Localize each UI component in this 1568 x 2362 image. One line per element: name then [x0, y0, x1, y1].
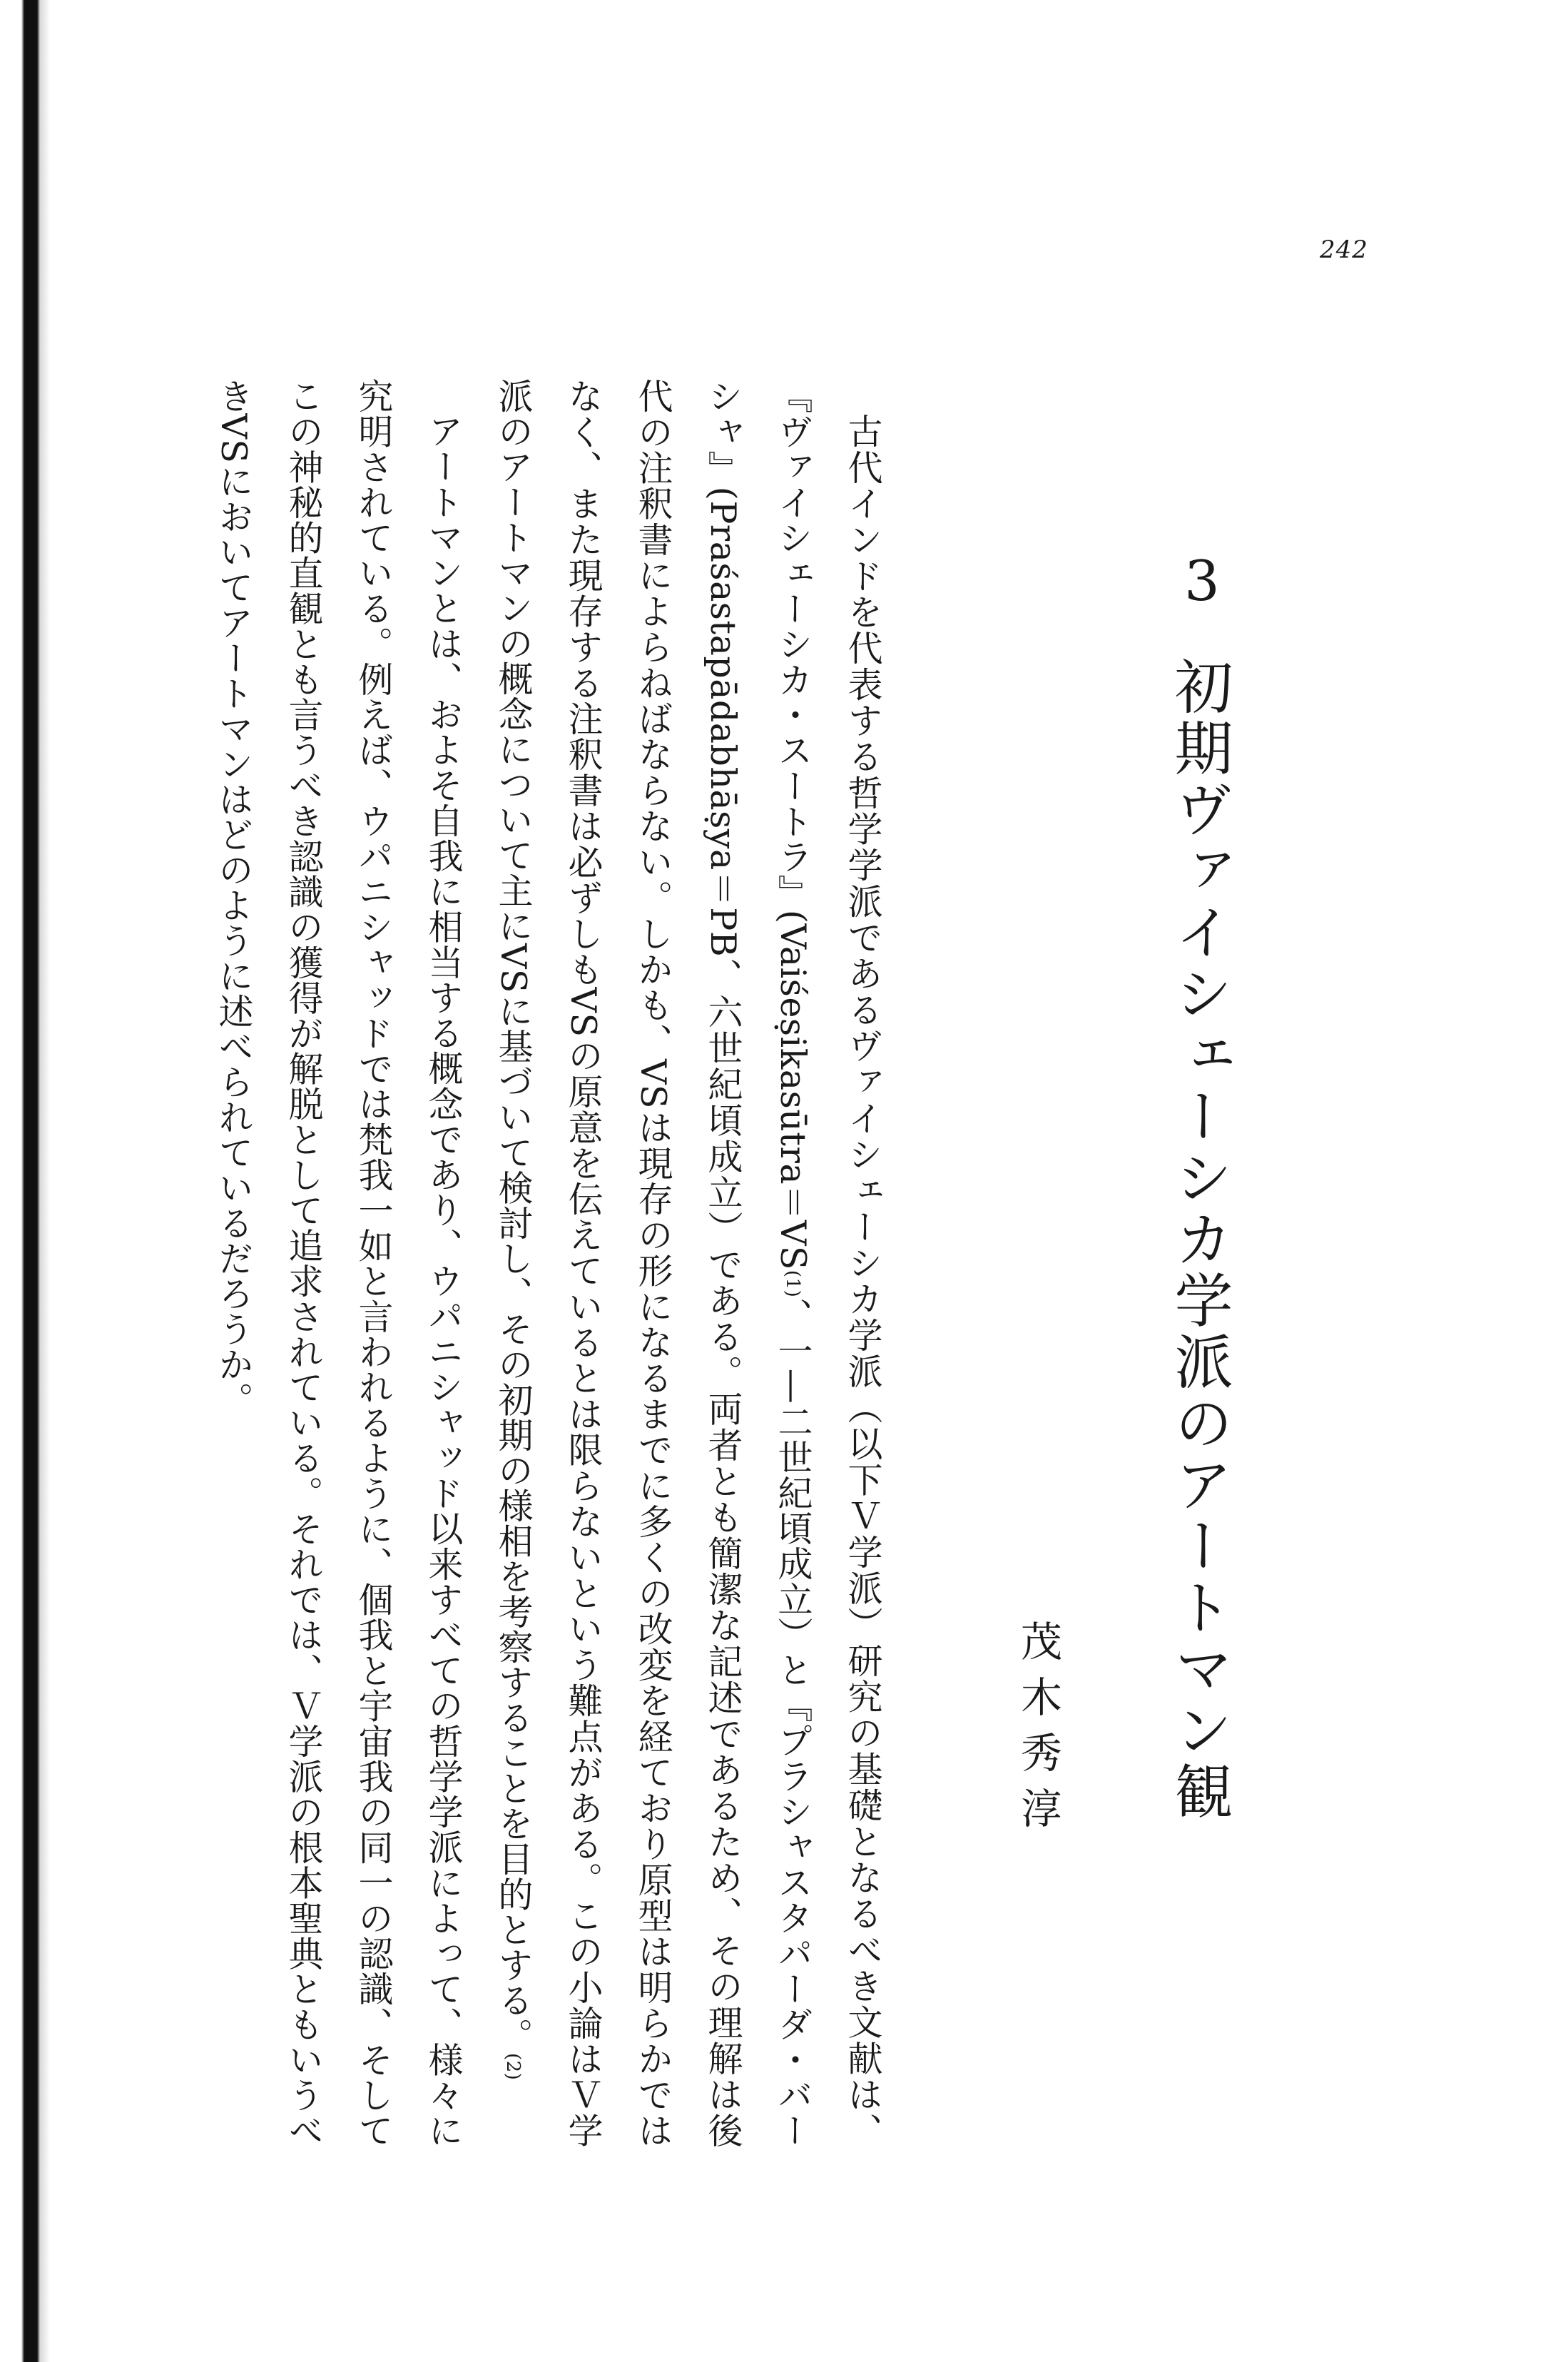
footnote-ref-1: (1) — [782, 1269, 803, 1298]
footnote-ref-2: (2) — [502, 2052, 524, 2081]
chapter-title: 初期ヴァイシェーシカ学派のアートマン観 — [1165, 657, 1233, 1823]
paragraph-1 — [478, 378, 897, 2148]
paragraph-1-part-b: 、一—二世紀頃成立）と『プラシャスタパーダ・バーシャ』(Praśastapādabhāṣya＝PB、六世紀頃成立）である。両者とも簡潔な記述であるため、その理解は後代の注釈書によらねばならない。しかも、VSは現存の形になるまでに多くの改変を経ており原型は明らかではなく、また現存する注釈書は必ずしもVSの原意を伝えているとは限らないという難点がある。この小論はＶ学派のアートマンの概念について主にVSに基づいて検討し、その初期の様相を考察することを目的とする。 — [493, 378, 813, 2148]
chapter-number: 3 — [1170, 549, 1234, 614]
author-name: 茂木秀淳 — [1014, 1620, 1062, 1843]
paragraph-2: アートマンとは、およそ自我に相当する概念であり、ウパニシャッド以来すべての哲学学派によって、様々に究明されている。例えば、ウパニシャッドでは梵我一如と言われるように、個我と宇宙我の同一の認識、そしてこの神秘的直観とも言うべき認識の獲得が解脱として追求されている。それでは、Ｖ学派の根本聖典ともいうべきVSにおいてアートマンはどのように述べられているだろうか。 — [213, 378, 464, 2149]
body-text — [198, 378, 897, 2148]
binding-edge — [0, 0, 50, 2362]
paragraph-1-part-a: 古代インドを代表する哲学学派であるヴァイシェーシカ学派（以下Ｖ学派）研究の基礎となるべき文献は、『ヴァイシェーシカ・スートラ』(Vaiśeṣikasūtra＝VS — [773, 378, 883, 2148]
page-number: 242 — [1320, 235, 1368, 264]
